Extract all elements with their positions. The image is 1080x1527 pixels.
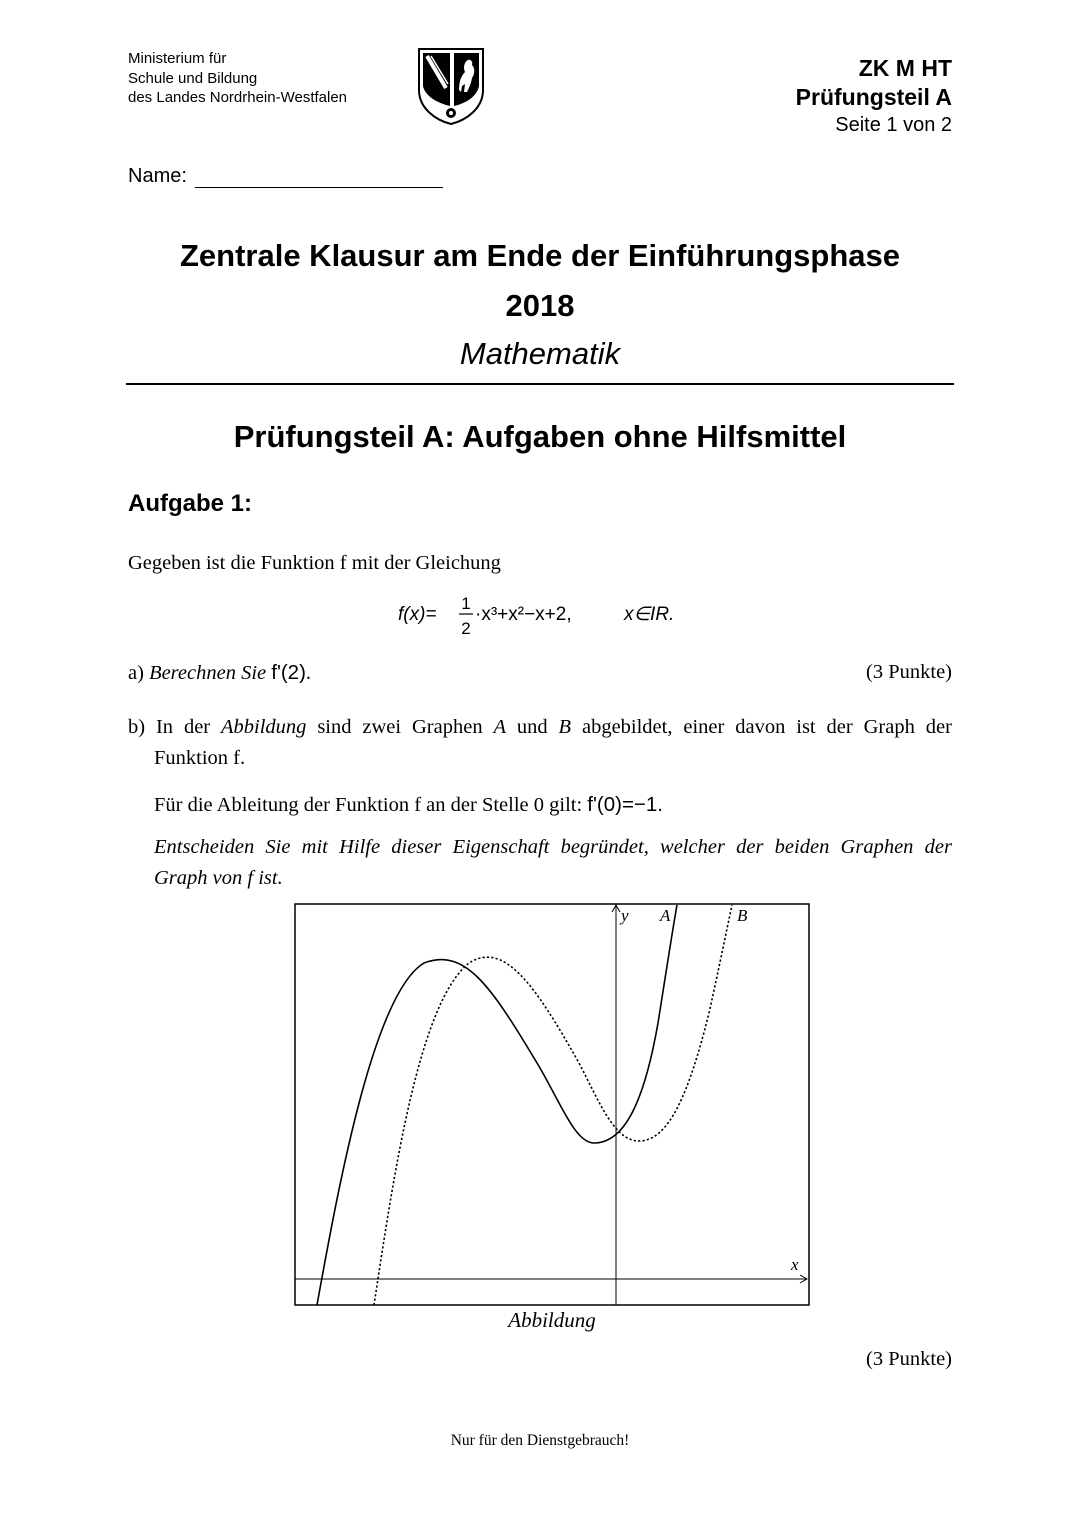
part-b-label: b) xyxy=(128,716,146,738)
x-axis-label: x xyxy=(791,1255,799,1274)
name-field xyxy=(128,163,443,188)
part-a-end: . xyxy=(305,662,312,684)
word: Hilfe xyxy=(339,836,381,858)
word: mit xyxy=(301,836,328,858)
word: der xyxy=(924,836,952,858)
word: Sie xyxy=(265,836,291,858)
fraction-numerator: 1 xyxy=(461,594,471,613)
formula-rhs: ·x³+x²−x+2, xyxy=(475,604,572,625)
ministry-line: Ministerium für xyxy=(128,50,227,67)
part-b xyxy=(128,712,952,774)
word: Entscheiden xyxy=(154,836,255,858)
exam-part: Prüfungsteil A xyxy=(795,84,952,110)
ministry-name xyxy=(128,49,347,108)
word: der xyxy=(736,836,764,858)
exam-code-block xyxy=(796,54,952,138)
instruction xyxy=(154,832,952,894)
function-equation xyxy=(398,592,698,642)
y-axis-label: y xyxy=(621,906,629,925)
task-intro: Gegeben ist die Funktion f mit der Gleichung xyxy=(128,552,501,574)
part-a-text: Berechnen Sie xyxy=(149,662,267,684)
graph-b-label: B xyxy=(737,906,748,925)
word: davon xyxy=(735,716,786,738)
instruction-line-2: Graph von f ist. xyxy=(154,867,283,889)
points-a: (3 Punkte) xyxy=(866,661,952,683)
part-b-line-1 xyxy=(128,712,952,743)
derivative-text: Für die Ableitung der Funktion f an der Stelle 0 gilt: xyxy=(154,794,583,816)
divider xyxy=(126,383,954,385)
word: sind xyxy=(317,716,352,738)
points-b: (3 Punkte) xyxy=(866,1348,952,1370)
instruction-line-1 xyxy=(154,832,952,863)
word: der xyxy=(826,716,853,738)
formula-lhs: f(x)= xyxy=(398,604,437,625)
word: A xyxy=(493,716,507,738)
figure-caption: Abbildung xyxy=(508,1308,596,1332)
task-title: Aufgabe 1: xyxy=(128,490,253,517)
part-title: Prüfungsteil A: Aufgaben ohne Hilfsmittel xyxy=(233,419,847,454)
word: Eigenschaft xyxy=(452,836,550,858)
word: welcher xyxy=(660,836,725,858)
exam-title: Zentrale Klausur am Ende der Einführungsphase xyxy=(179,238,901,273)
ministry-line: des Landes Nordrhein-Westfalen xyxy=(128,89,348,106)
word: Abbildung xyxy=(221,716,307,738)
word: beiden xyxy=(774,836,830,858)
word: B xyxy=(558,716,572,738)
word: und xyxy=(516,716,548,738)
word: In xyxy=(155,716,174,738)
word: einer xyxy=(683,716,725,738)
coat-of-arms-icon xyxy=(415,46,487,126)
page-indicator: Seite 1 von 2 xyxy=(835,114,952,136)
graph-figure xyxy=(294,903,810,1306)
footer-note: Nur für den Dienstgebrauch! xyxy=(450,1432,630,1449)
word: der xyxy=(925,716,952,738)
part-b-line-2: Funktion f. xyxy=(154,747,246,769)
word: Graphen xyxy=(412,716,483,738)
word: dieser xyxy=(391,836,442,858)
exam-subject: Mathematik xyxy=(459,336,621,371)
part-a xyxy=(128,657,311,689)
word: begründet, xyxy=(560,836,649,858)
word: Graphen xyxy=(840,836,914,858)
name-label: Name: xyxy=(128,165,187,187)
word: Graph xyxy=(863,716,915,738)
formula-domain: x∈IR. xyxy=(624,604,675,625)
fraction-denominator: 2 xyxy=(461,619,471,638)
part-a-label: a) xyxy=(128,662,144,684)
exam-code: ZK M HT xyxy=(858,55,952,81)
part-a-math: f'(2) xyxy=(271,661,306,684)
word: ist xyxy=(796,716,816,738)
derivative-condition xyxy=(154,789,663,821)
word: abgebildet, xyxy=(581,716,673,738)
figure-frame xyxy=(295,904,809,1305)
ministry-line: Schule und Bildung xyxy=(128,69,258,87)
name-blank-line xyxy=(195,163,443,188)
exam-year: 2018 xyxy=(505,288,575,323)
word: zwei xyxy=(362,716,402,738)
word: der xyxy=(183,716,211,738)
derivative-math: f'(0)=−1. xyxy=(587,793,664,816)
graph-a-label: A xyxy=(660,906,671,925)
